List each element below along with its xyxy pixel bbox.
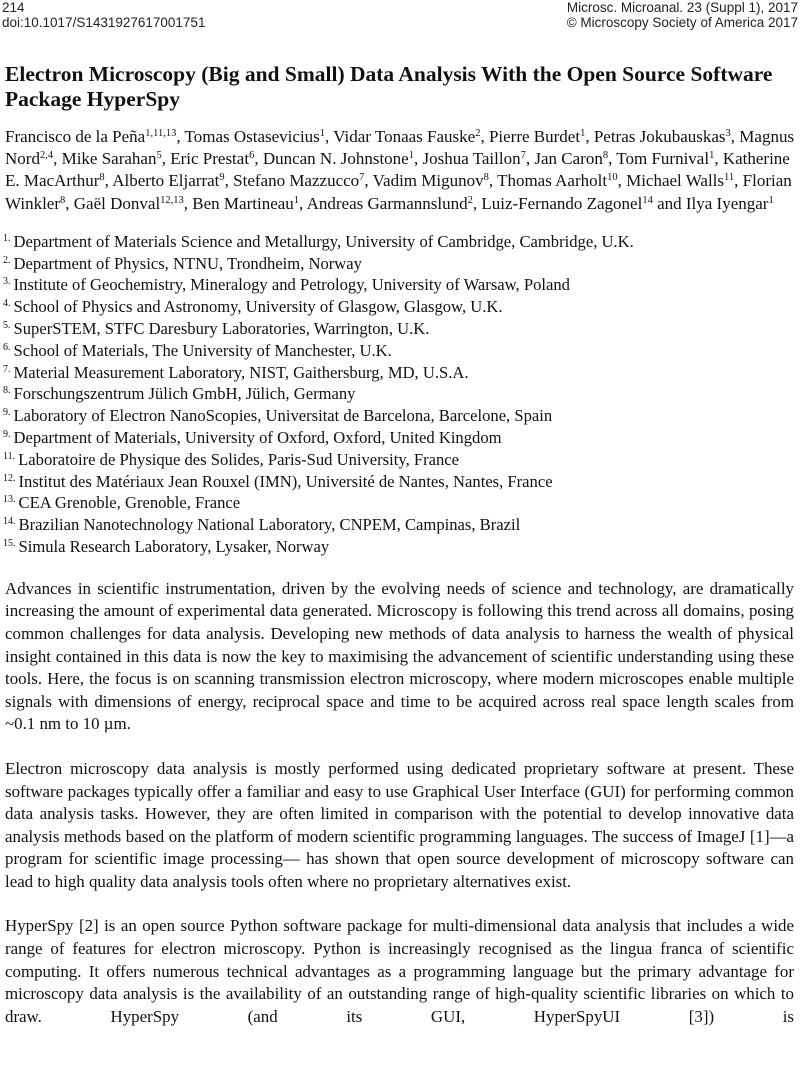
header-right bbox=[567, 0, 798, 30]
affiliation-number: 1. bbox=[3, 232, 11, 244]
author bbox=[192, 194, 299, 213]
author-name: Alberto Eljarrat bbox=[112, 171, 220, 191]
affiliation-text: School of Physics and Astronomy, University of Glasgow, Glasgow, U.K. bbox=[13, 297, 503, 317]
affiliation bbox=[3, 340, 793, 362]
author-separator: , bbox=[608, 149, 617, 169]
body-paragraph-3: HyperSpy [2] is an open source Python software package for multi-dimensional data analysis that includes a wide range of features for electron microscopy. Python is increasingly recognised as the lingua franca of scientific computing. It offers numerous technical advantages as a programming language but the primary advantage for microscopy data analysis is the availability of an outstanding range of high-quality scientific libraries on which to draw. HyperSpy (and its GUI, HyperSpyUI [3]) is bbox=[5, 916, 794, 1026]
author-affiliation-ref: 5 bbox=[156, 150, 162, 162]
author-separator: and bbox=[652, 193, 686, 213]
author-affiliation-ref: 1 bbox=[319, 128, 326, 139]
affiliation bbox=[3, 362, 793, 384]
doi[interactable]: doi:10.1017/S1431927617001751 bbox=[2, 15, 206, 30]
author-separator: , bbox=[325, 127, 334, 146]
affiliation-number: 4. bbox=[3, 298, 11, 310]
author-affiliation-ref: 1 bbox=[408, 150, 414, 162]
author-separator: , bbox=[585, 127, 594, 146]
author-separator: , bbox=[488, 171, 498, 191]
affiliation bbox=[3, 427, 793, 449]
affiliation bbox=[3, 471, 793, 493]
affiliation-text: Laboratoire de Physique des Solides, Paris-Sud University, France bbox=[18, 449, 460, 469]
affiliation bbox=[3, 405, 793, 427]
affiliation-text: Laboratory of Electron NanoScopies, Universitat de Barcelona, Barcelone, Spain bbox=[13, 406, 553, 426]
affiliation-number: 8. bbox=[3, 385, 11, 397]
affiliation-text: SuperSTEM, STFC Daresbury Laboratories, Warrington, U.K. bbox=[13, 319, 430, 338]
author-affiliation-ref: 8 bbox=[99, 172, 105, 184]
author bbox=[233, 171, 364, 190]
journal-citation: Microsc. Microanal. 23 (Suppl 1), 2017 bbox=[566, 0, 798, 15]
affiliation-number: 9. bbox=[3, 428, 11, 440]
author-separator: , bbox=[413, 149, 423, 169]
header-left bbox=[2, 0, 205, 30]
author-separator: , bbox=[161, 149, 171, 169]
author-separator: , bbox=[65, 193, 74, 213]
affiliation-text: Department of Physics, NTNU, Trondheim, Norway bbox=[13, 253, 362, 273]
author-name: Ben Martineau bbox=[192, 193, 294, 213]
author-affiliation-ref: 12,13 bbox=[160, 194, 184, 206]
author-affiliation-ref: 10 bbox=[607, 172, 618, 184]
author-name: Stefano Mazzucco bbox=[233, 171, 360, 191]
affiliation-text: Brazilian Nanotechnology National Laboratory, CNPEM, Campinas, Brazil bbox=[18, 515, 521, 535]
author-separator: , bbox=[176, 127, 185, 146]
affiliation bbox=[3, 253, 793, 275]
author bbox=[170, 149, 254, 168]
author bbox=[534, 149, 608, 168]
affiliation-number: 14. bbox=[3, 516, 16, 528]
author bbox=[307, 194, 473, 213]
affiliation-text: Department of Materials Science and Metallurgy, University of Cambridge, Cambridge, U.K. bbox=[13, 231, 634, 251]
affiliation-number: 13. bbox=[3, 494, 16, 506]
author bbox=[185, 127, 326, 146]
author-affiliation-ref: 3 bbox=[725, 128, 731, 139]
author-affiliation-ref: 9 bbox=[219, 172, 225, 184]
author-separator: , bbox=[714, 149, 723, 169]
affiliation bbox=[3, 536, 793, 558]
author-name: Vidar Tonaas Fauske bbox=[333, 127, 476, 146]
author bbox=[686, 194, 774, 213]
author-name: Petras Jokubauskas bbox=[593, 127, 726, 146]
author-separator: , bbox=[254, 149, 263, 169]
affiliation-text: Institut des Matériaux Jean Rouxel (IMN), Université de Nantes, Nantes, France bbox=[18, 471, 553, 491]
article-content bbox=[0, 62, 800, 1028]
author-name: Duncan N. Johnstone bbox=[262, 149, 409, 169]
author bbox=[594, 127, 731, 146]
author-name: Katherine E. MacArthur bbox=[5, 149, 790, 191]
affiliation bbox=[3, 449, 793, 471]
author-separator: , bbox=[480, 127, 489, 146]
author-name: Francisco de la Peña bbox=[5, 127, 146, 146]
affiliation bbox=[3, 514, 793, 536]
author-affiliation-ref: 11 bbox=[724, 172, 735, 184]
author-separator: , bbox=[183, 193, 193, 213]
author-separator: , bbox=[472, 193, 482, 213]
author-affiliation-ref: 2 bbox=[475, 128, 481, 139]
page-number: 214 bbox=[2, 0, 25, 15]
author bbox=[373, 171, 489, 190]
affiliation-number: 6. bbox=[3, 341, 11, 353]
author-separator: , bbox=[364, 171, 373, 191]
affiliation-text: Forschungszentrum Jülich GmbH, Jülich, Germany bbox=[13, 384, 356, 404]
author-name: Vadim Migunov bbox=[372, 171, 484, 191]
body-paragraph-1: Advances in scientific instrumentation, driven by the evolving needs of science and technology, are dramatically increasing the amount of experimental data generated. Microscopy is following this trend across all domains, posing common challenges for data analysis. Developing new methods of data analysis to harness the wealth of physical insight contained in this data is now the key to maximising the advancement of scientific understanding using these tools. Here, the focus is on scanning transmission electron microscopy, where modern microscopes enable multiple signals with dimensions of energy, reciprocal space and time to be acquired across real space length scales from ~0.1 nm to 10 µm. bbox=[5, 578, 794, 734]
author bbox=[112, 171, 224, 190]
author-separator: , bbox=[224, 171, 234, 191]
author bbox=[5, 127, 176, 146]
affiliation-text: Department of Materials, University of Oxford, Oxford, United Kingdom bbox=[13, 427, 502, 447]
affiliation-number: 3. bbox=[3, 276, 11, 288]
affiliation-text: CEA Grenoble, Grenoble, France bbox=[18, 493, 241, 513]
author bbox=[422, 149, 525, 168]
affiliation bbox=[3, 383, 793, 405]
author-name: Eric Prestat bbox=[170, 149, 250, 169]
body-paragraph-2: Electron microscopy data analysis is mostly performed using dedicated proprietary software at present. These software packages typically offer a familiar and easy to use Graphical User Interface (GUI) for performing common data analysis tasks. However, they are often limited in comparison with the potential to develop innovative data analysis methods based on the platform of modern scientific programming languages. The success of ImageJ [1]—a program for scientific image processing— has shown that open source development of microscopy software can lead to high quality data analysis tools often where no proprietary alternatives exist. bbox=[5, 758, 794, 891]
author-name: Ilya Iyengar bbox=[685, 193, 769, 213]
author-affiliation-ref: 8 bbox=[602, 150, 609, 162]
affiliation-number: 2. bbox=[3, 254, 11, 266]
author-name: Luiz-Fernando Zagonel bbox=[481, 193, 643, 213]
author-name: Pierre Burdet bbox=[488, 127, 581, 146]
affiliation bbox=[3, 318, 793, 340]
author-separator: , bbox=[104, 171, 113, 191]
author-separator: , bbox=[525, 149, 535, 169]
author-affiliation-ref: 8 bbox=[60, 194, 66, 206]
affiliation-number: 7. bbox=[3, 363, 11, 375]
affiliation bbox=[3, 492, 793, 514]
author bbox=[481, 194, 652, 213]
author-affiliation-ref: 6 bbox=[249, 150, 255, 162]
author-affiliation-ref: 8 bbox=[483, 172, 489, 184]
author-affiliation-ref: 1 bbox=[293, 194, 300, 206]
author-affiliation-ref: 1,11,13 bbox=[145, 128, 177, 139]
affiliation-number: 5. bbox=[3, 320, 11, 331]
affiliation-text: Material Measurement Laboratory, NIST, Gaithersburg, MD, U.S.A. bbox=[13, 362, 469, 382]
author-name: Andreas Garmannslund bbox=[306, 193, 468, 213]
author-name: Tomas Ostasevicius bbox=[184, 127, 320, 146]
affiliation bbox=[3, 231, 793, 253]
author bbox=[333, 127, 480, 146]
author bbox=[497, 171, 618, 190]
affiliation-text: Simula Research Laboratory, Lysaker, Norway bbox=[18, 536, 330, 556]
author-separator: , bbox=[299, 193, 307, 213]
author-separator: , bbox=[617, 171, 627, 191]
author-affiliation-ref: 1 bbox=[709, 150, 715, 162]
affiliation-text: Institute of Geochemistry, Mineralogy and Petrology, University of Warsaw, Poland bbox=[13, 275, 570, 295]
author-name: Gaël Donval bbox=[73, 193, 161, 213]
author-name: Magnus Nord bbox=[5, 127, 795, 169]
affiliation bbox=[3, 296, 793, 318]
author-affiliation-ref: 2 bbox=[467, 194, 473, 206]
author bbox=[263, 149, 414, 168]
affiliation-number: 15. bbox=[3, 537, 16, 549]
author-name: Joshua Taillon bbox=[422, 149, 521, 169]
author-affiliation-ref: 1 bbox=[580, 128, 586, 139]
affiliation bbox=[3, 274, 793, 296]
affiliation-text: School of Materials, The University of Manchester, U.K. bbox=[13, 340, 392, 360]
author-affiliation-ref: 7 bbox=[520, 150, 526, 162]
author-separator: , bbox=[734, 171, 743, 191]
author-list bbox=[5, 126, 795, 215]
author bbox=[616, 149, 714, 168]
author bbox=[489, 127, 585, 146]
affiliation-number: 12. bbox=[3, 472, 16, 484]
author-name: Mike Sarahan bbox=[61, 149, 157, 169]
affiliation-list bbox=[3, 231, 793, 558]
author-name: Thomas Aarholt bbox=[497, 171, 608, 191]
author bbox=[62, 149, 162, 168]
author bbox=[74, 194, 184, 213]
author-name: Florian Winkler bbox=[5, 171, 792, 213]
author-name: Michael Walls bbox=[626, 171, 725, 191]
affiliation-number: 11. bbox=[3, 450, 16, 462]
author-affiliation-ref: 7 bbox=[359, 172, 365, 184]
author bbox=[626, 171, 734, 190]
author-affiliation-ref: 1 bbox=[768, 194, 774, 206]
author-affiliation-ref: 2,4 bbox=[39, 150, 54, 162]
author-separator: , bbox=[53, 149, 62, 169]
affiliation-number: 9. bbox=[3, 407, 11, 419]
paper-title: Electron Microscopy (Big and Small) Data Analysis With the Open Source Software Package HyperSpy bbox=[5, 62, 773, 111]
author-name: Tom Furnival bbox=[616, 149, 710, 169]
copyright: © Microscopy Society of America 2017 bbox=[566, 15, 798, 30]
author-name: Jan Caron bbox=[534, 149, 603, 169]
author-separator: , bbox=[730, 127, 740, 146]
author-affiliation-ref: 14 bbox=[642, 194, 653, 206]
